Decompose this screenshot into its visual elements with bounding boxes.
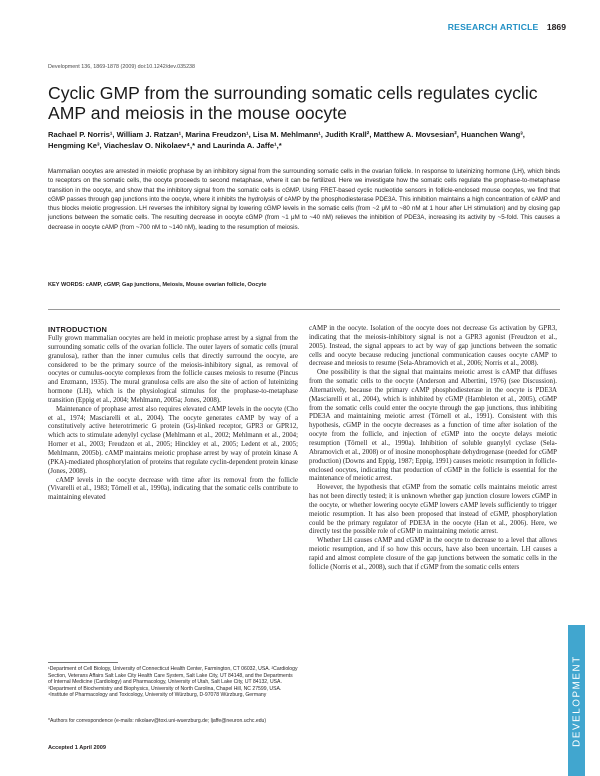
body-paragraph: However, the hypothesis that cGMP from the somatic cells maintains meiotic arrest has not been directly tested; it is unknown whether gap junction closure lowers cGMP in the oocyte, or whether lowering oocyte cGMP lowers cAMP levels sufficiently to trigger meiotic resumption. It has also been proposed that instead of cGMP, phosphorylation could be the primary regulator of PDE3A in the oocyte (Han et al., 2006). Here, we directly test the possible role of cGMP in maintaining meiotic arrest.: [309, 484, 557, 536]
body-paragraph: cAMP levels in the oocyte decrease with time after its removal from the follicle (Vivarelli et al., 1983; Törnell et al., 1990a), indicating that the somatic cells contribute to maintaining elevated: [48, 476, 298, 502]
left-column: [48, 325, 298, 503]
footnote-divider: [48, 662, 118, 663]
development-side-tab: [568, 625, 585, 776]
abstract: Mammalian oocytes are arrested in meiotic prophase by an inhibitory signal from the surrounding somatic cells in the ovarian follicle. In response to luteinizing hormone (LH), which binds to receptors on the somatic cells, the oocyte proceeds to second metaphase, where it can be fertilized. Here we investigate how the somatic cells regulate the prophase-to-metaphase transition in the oocyte, and show that the inhibitory signal from the somatic cells is cGMP. Using FRET-based cyclic nucleotide sensors in follicle-enclosed mouse oocytes, we find that cGMP passes through gap junctions into the oocyte, where it inhibits the hydrolysis of cAMP by the phosphodiesterase PDE3A. This inhibition maintains a high concentration of cAMP and thus blocks meiotic progression. LH reverses the inhibitory signal by lowering cGMP levels in the somatic cells (from ~2 μM to ~80 nM at 1 hour after LH stimulation) and by closing gap junctions between the somatic cells. The resulting decrease in oocyte cGMP (from ~1 μM to ~40 nM) relieves the inhibition of PDE3A, increasing its activity by ~5-fold. This causes a decrease in oocyte cAMP (from ~700 nM to ~140 nM), leading to the resumption of meiosis.: [48, 168, 560, 231]
body-paragraph: cAMP in the oocyte. Isolation of the oocyte does not decrease Gs activation by GPR3, indicating that the meiosis-inhibitory signal is not a GPR3 agonist (Freudzon et al., 2005). Instead, the signal appears to act by way of gap junctions between the somatic cells and oocyte because reducing junctional communication causes oocyte cAMP to decrease and meiosis to resume (Sela-Abramovich et al., 2006; Norris et al., 2008).: [309, 325, 557, 368]
side-tab-label: DEVELOPMENT: [571, 654, 582, 747]
keywords: KEY WORDS: cAMP, cGMP, Gap junctions, Meiosis, Mouse ovarian follicle, Oocyte: [48, 282, 267, 288]
article-type-label: RESEARCH ARTICLE: [447, 22, 539, 32]
journal-citation: Development 136, 1869-1878 (2009) doi:10.1242/dev.035238: [48, 64, 196, 70]
affiliations-text: ¹Department of Cell Biology, University of Connecticut Health Center, Farmington, CT 06032, USA. ²Cardiology Section, Veterans Affairs Salt Lake City Health Care System, Salt Lake City, UT 84148, and the Departments of Internal Medicine (Cardiology) and Pharmacology, University of Utah, Salt Lake City, UT 84132, USA. ³Department of Biochemistry and Biophysics, University of North Carolina, Chapel Hill, NC 27599, USA. ⁴Institute of Pharmacology and Toxicology, University of Würzburg, D-97078 Würzburg, Germany: [48, 666, 298, 699]
running-header: [448, 22, 566, 32]
body-paragraph: Whether LH causes cAMP and cGMP in the oocyte to decrease to a level that allows meiotic resumption, and if so how this occurs, have also been uncertain. LH causes a rapid and almost complete closure of the gap junctions between the somatic cells in the follicle (Norris et al., 2008), such that if cGMP from the somatic cells enters: [309, 537, 557, 571]
page-number: 1869: [546, 22, 566, 32]
body-paragraph: Maintenance of prophase arrest also requires elevated cAMP levels in the oocyte (Cho et al., 1974; Masciarelli et al., 2004). The oocyte generates cAMP by way of a constitutively active heterotrimeric G protein (Gs)-linked receptor, GPR3 or GPR12, which acts to stimulate adenylyl cyclase (Mehlmann et al., 2002; Mehlmann et al., 2004; Horner et al., 2003; Freudzon et al., 2005; Hinckley et al., 2005; Ledent et al., 2005; Mehlmann, 2005b). cAMP maintains meiotic prophase arrest by way of protein kinase A (PKA)-mediated phosphorylation of proteins that regulate cyclin-dependent protein kinase (Jones, 2008).: [48, 405, 298, 475]
section-divider: [48, 309, 560, 310]
accepted-date: Accepted 1 April 2009: [48, 745, 106, 751]
affiliations-footnote: [48, 666, 298, 699]
author-list: Rachael P. Norris¹, William J. Ratzan¹, Marina Freudzon¹, Lisa M. Mehlmann¹, Judith Krall², Matthew A. Movsesian², Huanchen Wang³, Hengming Ke³, Viacheslav O. Nikolaev⁴,* and Laurinda A. Jaffe¹,*: [48, 130, 525, 150]
correspondence-footnote: *Authors for correspondence (e-mails: nikolaev@toxi.uni-wuerzburg.de; ljaffe@neuron.uchc.edu): [48, 718, 267, 724]
body-paragraph: Fully grown mammalian oocytes are held in meiotic prophase arrest by a signal from the surrounding somatic cells of the ovarian follicle. The outer layers of somatic cells (mural granulosa), rather than the inner cumulus cells that directly surround the oocyte, are considered to be the primary source of the meiosis-inhibitory signal, as removal of oocytes or cumulus-oocyte complexes from the follicle causes meiosis to resume (Pincus and Enzmann, 1935). The mural granulosa cells are also the site of action of luteinizing hormone (LH), which is the physiological stimulus for the prophase-to-metaphase transition (Eppig et al., 2004; Mehlmann, 2005a; Jones, 2008).: [48, 335, 298, 404]
section-heading-introduction: INTRODUCTION: [48, 325, 108, 334]
right-column: [309, 325, 557, 573]
body-paragraph: One possibility is that the signal that maintains meiotic arrest is cAMP that diffuses from the somatic cells to the oocyte (Anderson and Albertini, 1976) (see Discussion). Alternatively, because the primary cAMP phosphodiesterase in the oocyte is PDE3A (Masciarelli et al., 2004), which is inhibited by cGMP (Hambleton et al., 2005), cGMP from the somatic cells could enter the oocyte through the gap junctions, thus inhibiting PDE3A and maintaining meiotic arrest (Törnell et al., 1991). Consistent with this hypothesis, cGMP in the oocyte decreases as a function of time after isolation of the oocyte from the follicle, and injection of cGMP into the oocyte delays meiotic resumption (Törnell et al., 1990a). Inhibition of soluble guanylyl cyclase (Sela-Abramovich et al., 2008) or of inosine monophosphate dehydrogenase (needed for cGMP production) (Downs and Eppig, 1987; Eppig, 1991) causes meiotic resumption in follicle-enclosed oocytes, indicating that production of cGMP in the follicle is essential for the maintenance of meiotic arrest.: [309, 369, 557, 483]
article-title: Cyclic GMP from the surrounding somatic cells regulates cyclic AMP and meiosis in the mouse oocyte: [48, 83, 538, 123]
